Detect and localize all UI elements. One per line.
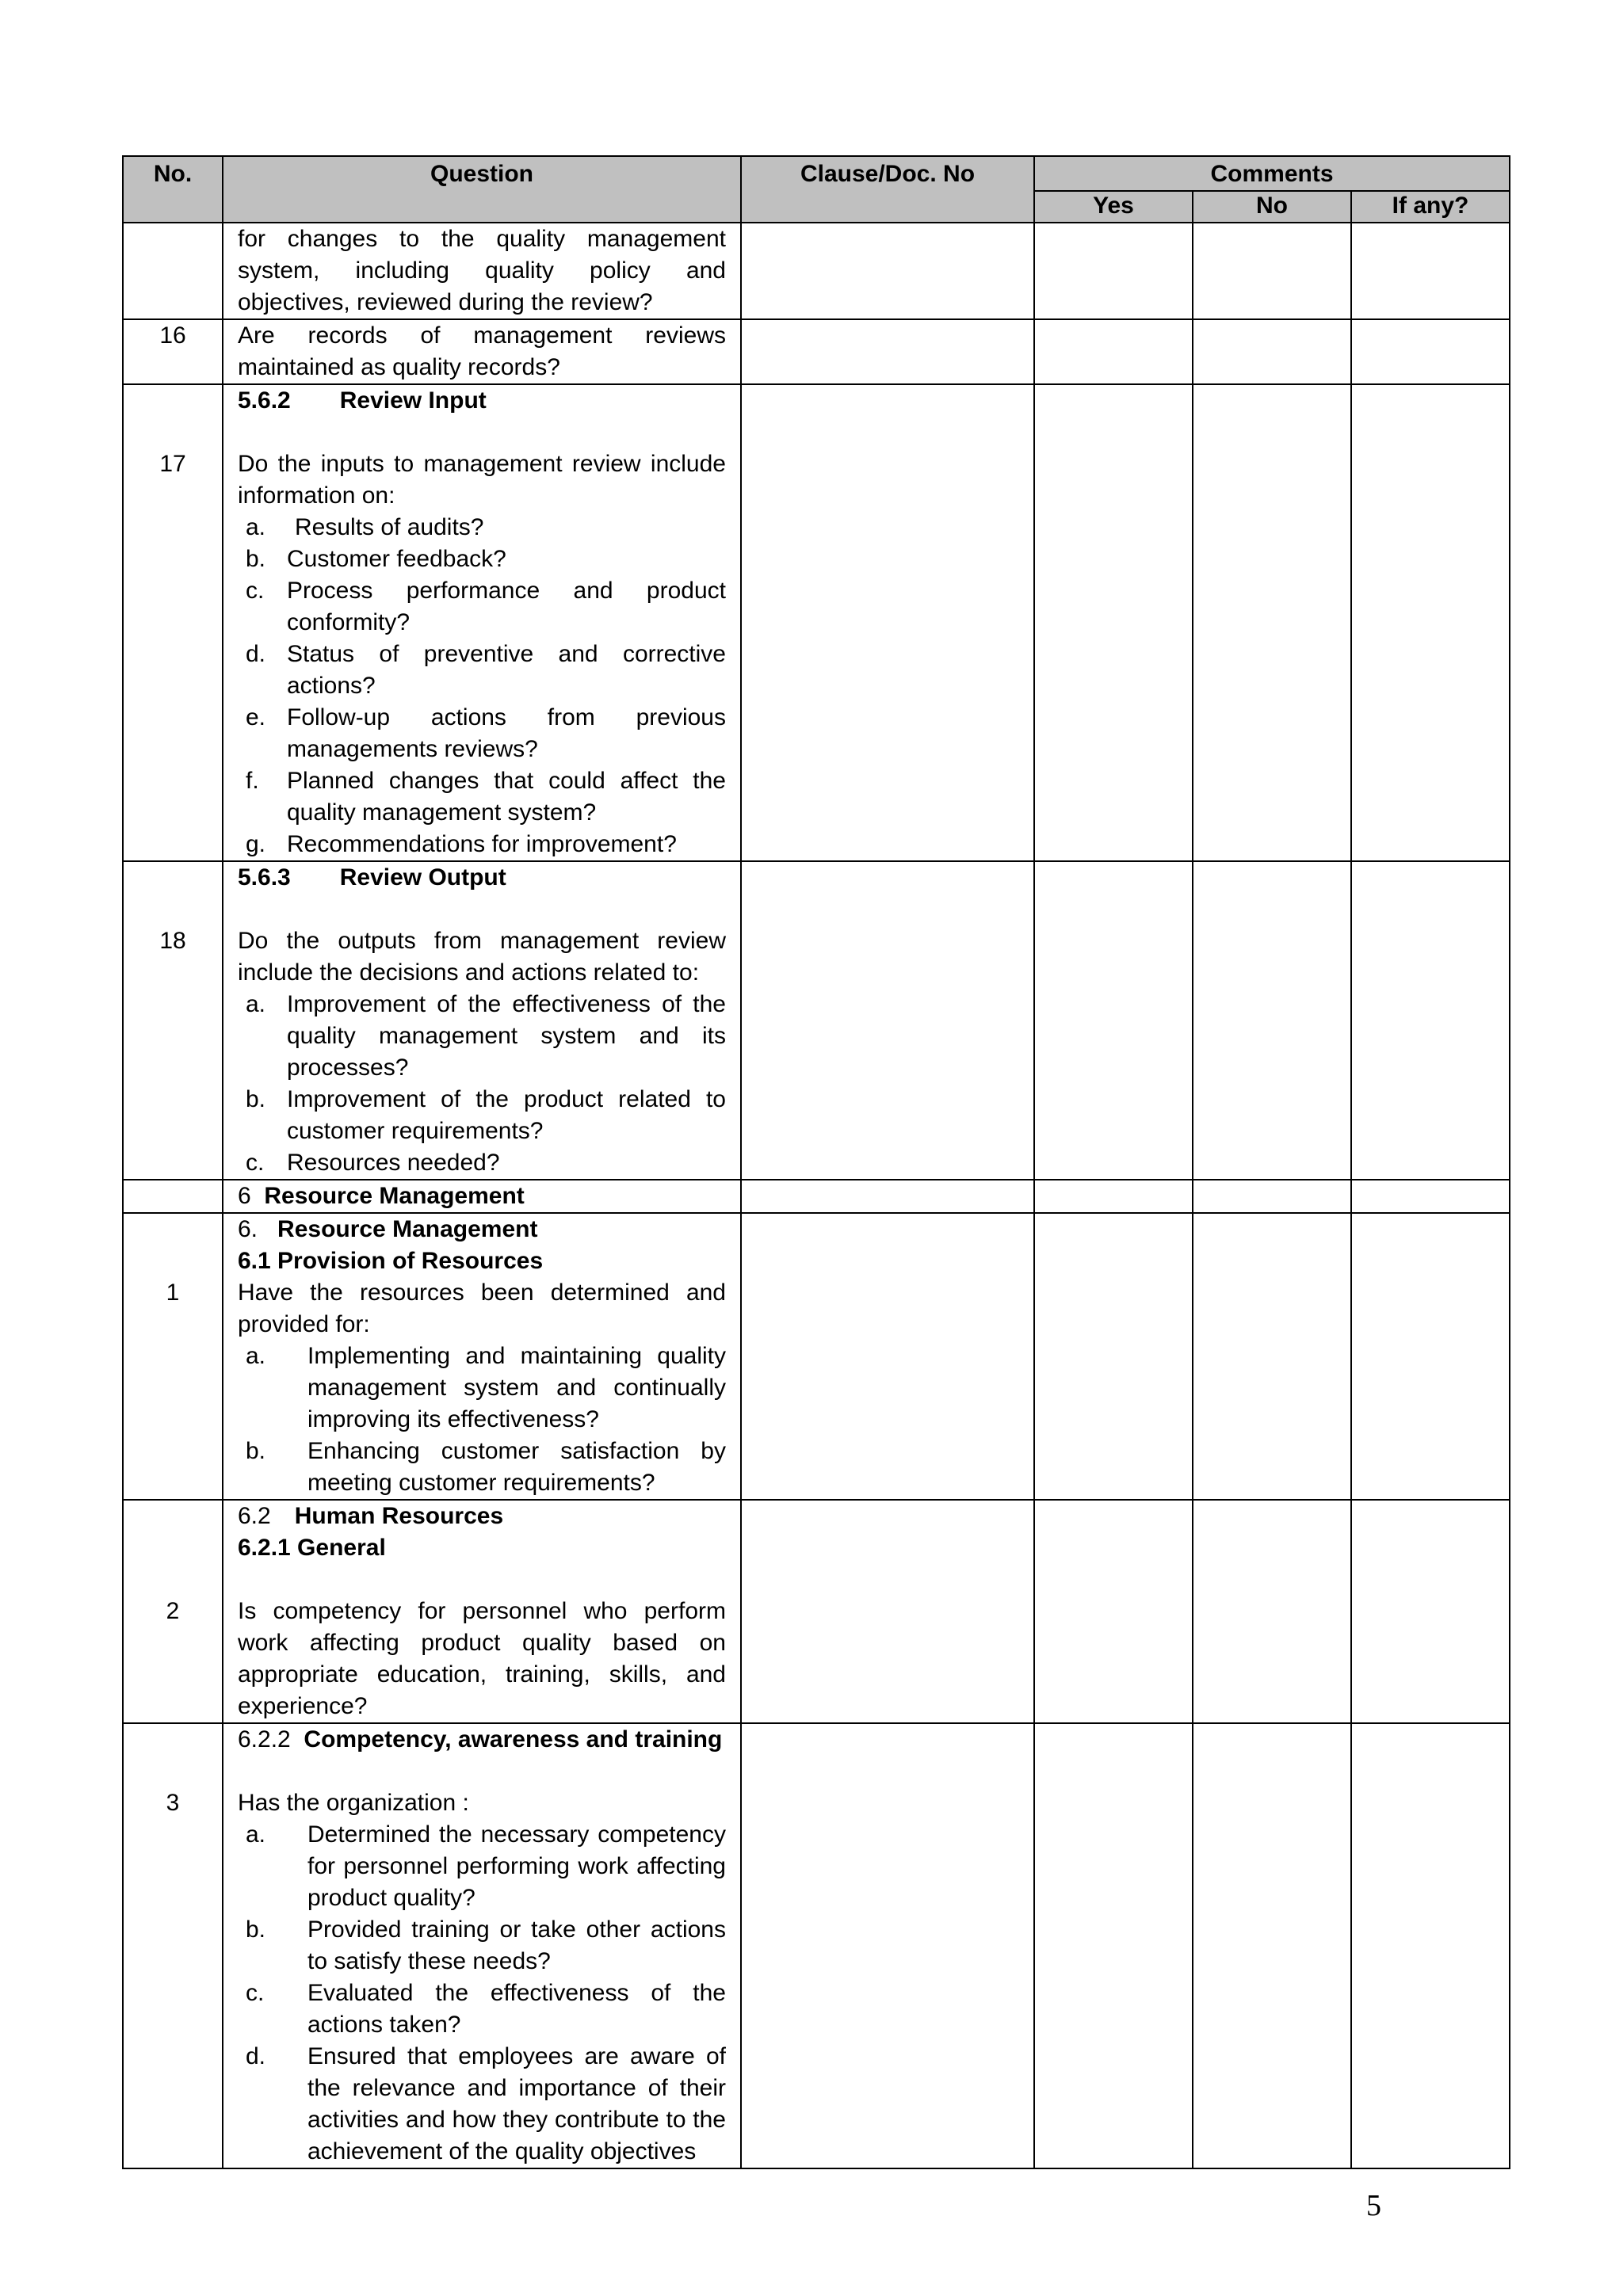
yes-cell[interactable]: [1034, 319, 1193, 384]
row-number-cell: [123, 1723, 223, 2168]
list-marker: b.: [246, 1438, 266, 1464]
list-item-text: Process performance and product conformity?: [287, 578, 726, 635]
list-item: [238, 765, 726, 829]
table-row: [123, 1500, 1510, 1723]
if-any-cell[interactable]: [1351, 861, 1510, 1180]
list-item-text: Planned changes that could affect the quality management system?: [287, 768, 726, 826]
yes-cell[interactable]: [1034, 861, 1193, 1180]
page-number: 5: [1366, 2189, 1381, 2222]
row-number: 16: [123, 319, 223, 384]
list-marker: b.: [246, 546, 266, 572]
list-item-text: Follow-up actions from previous managements reviews?: [287, 704, 726, 762]
table-row: [123, 223, 1510, 319]
if-any-cell[interactable]: [1351, 1723, 1510, 2168]
if-any-cell[interactable]: [1351, 319, 1510, 384]
section-heading: [238, 1214, 726, 1245]
section-heading: [238, 385, 726, 417]
list-marker: d.: [246, 2043, 266, 2069]
if-any-cell[interactable]: [1351, 1500, 1510, 1723]
list-item-text: Improvement of the effectiveness of the quality management system and its processes?: [287, 991, 726, 1081]
list-marker: a.: [246, 1821, 266, 1848]
list-marker: a.: [246, 991, 266, 1017]
question-text: for changes to the quality management system, including quality policy and objectives, reviewed during the review?: [223, 223, 741, 319]
list-item-text: Resources needed?: [287, 1150, 500, 1176]
question-intro: Has the organization :: [238, 1790, 469, 1816]
list-marker: a.: [246, 1343, 266, 1369]
no-cell[interactable]: [1193, 1180, 1351, 1213]
list-item-text: Customer feedback?: [287, 546, 506, 572]
question-cell: [223, 1723, 741, 2168]
list-item: [238, 2041, 726, 2168]
list-item: [238, 1084, 726, 1147]
list-item: [238, 543, 726, 575]
clause-cell[interactable]: [741, 319, 1034, 384]
section-heading-title: Competency, awareness and training: [304, 1726, 723, 1753]
yes-cell[interactable]: [1034, 1500, 1193, 1723]
section-row: [123, 1180, 1510, 1213]
no-cell[interactable]: [1193, 1500, 1351, 1723]
question-intro: Do the inputs to management review include information on:: [238, 451, 726, 509]
if-any-cell[interactable]: [1351, 1213, 1510, 1500]
table-row: [123, 1213, 1510, 1500]
section-heading-title: Resource Management: [277, 1216, 538, 1242]
row-number: 1: [166, 1280, 180, 1306]
no-cell[interactable]: [1193, 861, 1351, 1180]
no-cell[interactable]: [1193, 319, 1351, 384]
no-cell[interactable]: [1193, 1213, 1351, 1500]
question-cell: [223, 1500, 741, 1723]
section-heading-number: 5.6.3: [238, 864, 291, 891]
clause-cell[interactable]: [741, 1180, 1034, 1213]
table-row: [123, 861, 1510, 1180]
yes-cell[interactable]: [1034, 223, 1193, 319]
list-item-text: Results of audits?: [295, 514, 484, 540]
list-item-text: Enhancing customer satisfaction by meeting customer requirements?: [307, 1438, 726, 1496]
header-clause: Clause/Doc. No: [741, 156, 1034, 223]
list-item-text: Provided training or take other actions to satisfy these needs?: [307, 1917, 726, 1974]
list-item-text: Status of preventive and corrective actions?: [287, 641, 726, 699]
yes-cell[interactable]: [1034, 1213, 1193, 1500]
list-item: [238, 1436, 726, 1499]
row-number-cell: [123, 861, 223, 1180]
section-heading-number: 5.6.2: [238, 387, 291, 414]
table-row: [123, 1723, 1510, 2168]
question-cell: [223, 1213, 741, 1500]
list-item: [238, 829, 726, 860]
table-row: [123, 319, 1510, 384]
header-comments: Comments: [1034, 156, 1510, 191]
header-if-any: If any?: [1351, 191, 1510, 223]
row-number-cell: [123, 1213, 223, 1500]
section-heading-title: Human Resources: [294, 1503, 504, 1529]
no-cell[interactable]: [1193, 1723, 1351, 2168]
list-marker: c.: [246, 1980, 265, 2006]
list-item-text: Ensured that employees are aware of the relevance and importance of their activities and how they contribute to the achievement of the quality objectives: [307, 2043, 726, 2164]
subsection-heading: 6.1 Provision of Resources: [238, 1248, 544, 1274]
list-item-text: Recommendations for improvement?: [287, 831, 677, 857]
list-marker: c.: [246, 578, 265, 604]
question-cell: [223, 861, 741, 1180]
row-number: 2: [166, 1598, 180, 1624]
list-item: [238, 1147, 726, 1179]
section-heading: [238, 862, 726, 894]
clause-cell[interactable]: [741, 384, 1034, 861]
list-item-text: Improvement of the product related to customer requirements?: [287, 1086, 726, 1144]
row-number: 3: [166, 1790, 180, 1816]
section-title-cell: [223, 1180, 741, 1213]
row-number: 18: [159, 928, 186, 954]
no-cell[interactable]: [1193, 384, 1351, 861]
section-title: Resource Management: [264, 1183, 525, 1209]
question-text: Are records of management reviews maintained as quality records?: [223, 319, 741, 384]
section-heading: [238, 1501, 726, 1532]
if-any-cell[interactable]: [1351, 384, 1510, 861]
question-intro: Do the outputs from management review include the decisions and actions related to:: [238, 928, 726, 986]
list-item-text: Implementing and maintaining quality management system and continually improving its effectiveness?: [307, 1343, 726, 1432]
audit-checklist-table: [122, 155, 1510, 2169]
list-marker: a.: [246, 514, 266, 540]
list-item: [238, 639, 726, 702]
section-heading-title: Review Output: [339, 864, 506, 891]
subsection-heading: 6.2.1 General: [238, 1535, 386, 1561]
clause-cell[interactable]: [741, 1500, 1034, 1723]
row-number-cell: [123, 384, 223, 861]
section-heading-title: Review Input: [339, 387, 487, 414]
section-heading: [238, 1724, 726, 1756]
if-any-cell[interactable]: [1351, 1180, 1510, 1213]
list-marker: c.: [246, 1150, 265, 1176]
list-item: [238, 1341, 726, 1436]
list-item: [238, 1819, 726, 1914]
list-item: [238, 702, 726, 765]
list-marker: e.: [246, 704, 266, 730]
question-intro: Have the resources been determined and provided for:: [238, 1280, 726, 1337]
list-marker: d.: [246, 641, 266, 667]
header-yes: Yes: [1034, 191, 1193, 223]
list-marker: b.: [246, 1917, 266, 1943]
list-item: [238, 989, 726, 1084]
header-no: No.: [123, 156, 223, 223]
list-item-text: Determined the necessary competency for personnel performing work affecting product quality?: [307, 1821, 726, 1911]
yes-cell[interactable]: [1034, 1723, 1193, 2168]
list-item: [238, 512, 726, 543]
list-marker: b.: [246, 1086, 266, 1112]
header-question: Question: [223, 156, 741, 223]
clause-cell[interactable]: [741, 861, 1034, 1180]
section-heading-number: 6.2: [238, 1503, 271, 1529]
section-heading-number: 6.2.2: [238, 1726, 291, 1753]
list-item-text: Evaluated the effectiveness of the actions taken?: [307, 1980, 726, 2038]
yes-cell[interactable]: [1034, 1180, 1193, 1213]
row-number: 17: [159, 451, 186, 477]
no-cell[interactable]: [1193, 223, 1351, 319]
list-marker: g.: [246, 831, 266, 857]
list-item: [238, 1978, 726, 2041]
list-item: [238, 575, 726, 639]
clause-cell[interactable]: [741, 223, 1034, 319]
header-no-answer: No: [1193, 191, 1351, 223]
question-text: Is competency for personnel who perform work affecting product quality based on appropriate education, training, skills, and experience?: [238, 1598, 726, 1719]
if-any-cell[interactable]: [1351, 223, 1510, 319]
clause-cell[interactable]: [741, 1723, 1034, 2168]
question-cell: [223, 384, 741, 861]
yes-cell[interactable]: [1034, 384, 1193, 861]
table-row: [123, 384, 1510, 861]
list-marker: f.: [246, 768, 259, 794]
clause-cell[interactable]: [741, 1213, 1034, 1500]
list-item: [238, 1914, 726, 1978]
section-heading-number: 6.: [238, 1216, 258, 1242]
row-number-cell: [123, 1500, 223, 1723]
section-number: 6: [238, 1183, 251, 1209]
row-number: [123, 223, 223, 319]
section-number-cell: [123, 1180, 223, 1213]
